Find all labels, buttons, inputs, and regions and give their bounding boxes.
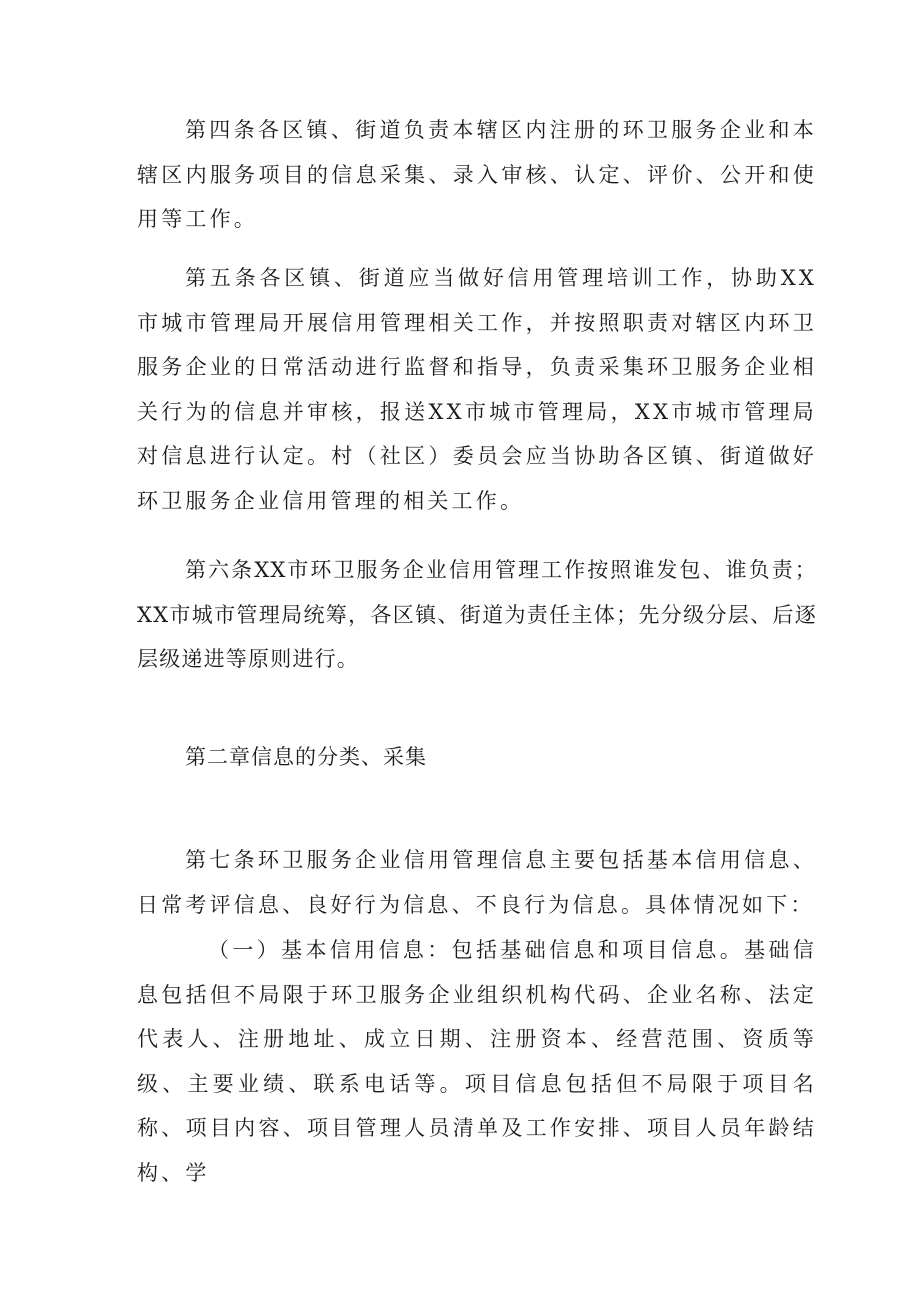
chapter-2-heading: 第二章信息的分类、采集 — [185, 745, 427, 769]
article-5-paragraph: 第五条各区镇、街道应当做好信用管理培训工作，协助XX市城市管理局开展信用管理相关工作，并按照职责对辖区内环卫服务企业的日常活动进行监督和指导，负责采集环卫服务企业相关行为的信息并审核，报送XX市城市管理局，XX市城市管理局对信息进行认定。村（社区）委员会应当协助各区镇、街道做好环卫服务企业信用管理的相关工作。 — [137, 266, 817, 513]
article-7-paragraph: 第七条环卫服务企业信用管理信息主要包括基本信用信息、日常考评信息、良好行为信息、不良行为信息。具体情况如下： — [137, 848, 817, 917]
item-1-paragraph: （一）基本信用信息：包括基础信息和项目信息。基础信息包括但不局限于环卫服务企业组织机构代码、企业名称、法定代表人、注册地址、成立日期、注册资本、经营范围、资质等级、主要业绩、联系电话等。项目信息包括但不局限于项目名称、项目内容、项目管理人员清单及工作安排、项目人员年龄结构、学 — [137, 938, 817, 1185]
article-4-paragraph: 第四条各区镇、街道负责本辖区内注册的环卫服务企业和本辖区内服务项目的信息采集、录入审核、认定、评价、公开和使用等工作。 — [137, 118, 817, 231]
article-6-paragraph: 第六条XX市环卫服务企业信用管理工作按照谁发包、谁负责；XX市城市管理局统筹，各区镇、街道为责任主体；先分级分层、后逐层级递进等原则进行。 — [137, 558, 817, 671]
